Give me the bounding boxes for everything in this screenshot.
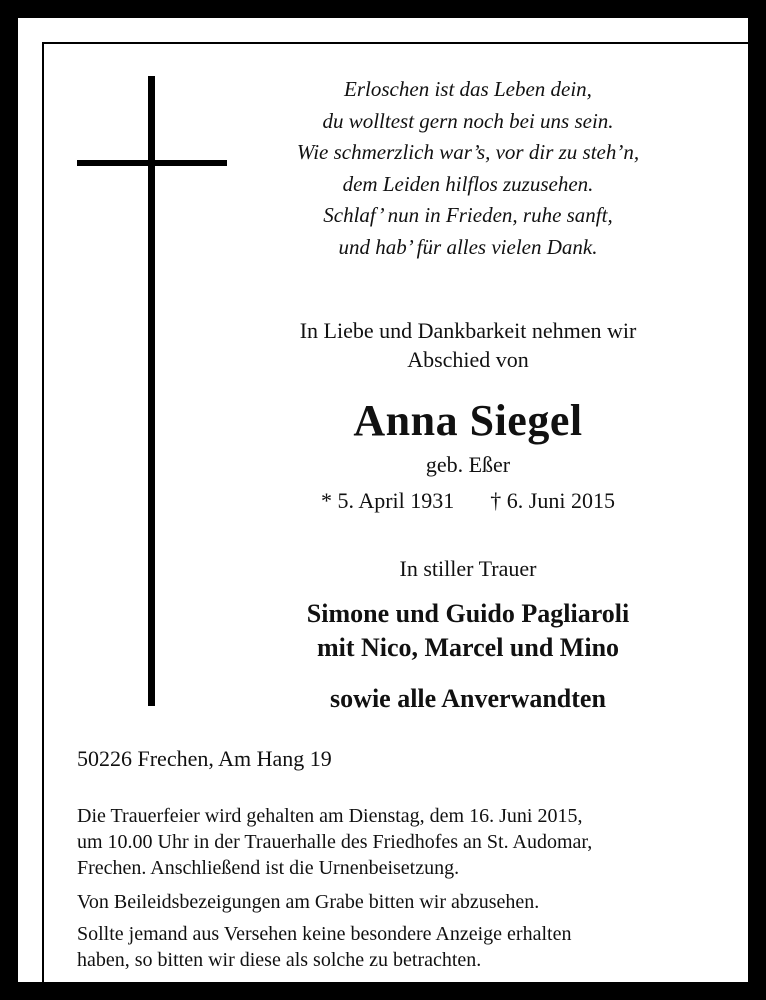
address: 50226 Frechen, Am Hang 19 <box>77 746 332 771</box>
mourner-line: mit Nico, Marcel und Mino <box>316 633 620 662</box>
poem-line: und hab’ für alles vielen Dank. <box>338 234 598 259</box>
notice-line: Sollte jemand aus Versehen keine besondere Anzeige erhalten <box>77 923 572 945</box>
life-dates <box>238 487 698 515</box>
notice-line: haben, so bitten wir diese als solche zu betrachten. <box>77 949 482 971</box>
memorial-poem <box>238 74 698 263</box>
notice-line: Die Trauerfeier wird gehalten am Dienstag, dem 16. Juni 2015, <box>77 805 583 827</box>
poem-line: dem Leiden hilflos zuzusehen. <box>342 171 594 196</box>
condolences-notice: Von Beileidsbezeigungen am Grabe bitten wir abzusehen. <box>77 891 540 913</box>
mourner-line: Simone und Guido Pagliaroli <box>306 599 630 628</box>
poem-line: Erloschen ist das Leben dein, <box>344 77 592 101</box>
mourning-label: In stiller Trauer <box>399 556 537 581</box>
mourners <box>238 597 698 665</box>
cross-icon-bar <box>77 160 227 166</box>
intro-line: Abschied von <box>407 347 529 372</box>
relatives-line: sowie alle Anverwandten <box>330 684 606 713</box>
notice-line: Frechen. Anschließend ist die Urnenbeisetzung. <box>77 857 460 879</box>
death-date: † 6. Juni 2015 <box>490 488 615 513</box>
poem-line: Schlaf’ nun in Frieden, ruhe sanft, <box>323 203 613 227</box>
birth-name: geb. Eßer <box>425 452 511 477</box>
deceased-name: Anna Siegel <box>353 396 583 445</box>
funeral-notice <box>77 803 731 881</box>
birth-date: * 5. April 1931 <box>321 488 455 513</box>
missed-notice <box>77 921 731 973</box>
notice-line: um 10.00 Uhr in der Trauerhalle des Friedhofes an St. Audomar, <box>77 831 593 853</box>
poem-line: Wie schmerzlich war’s, vor dir zu steh’n, <box>296 140 640 164</box>
cross-icon <box>148 76 155 706</box>
intro-line: In Liebe und Dankbarkeit nehmen wir <box>299 318 637 343</box>
farewell-intro <box>238 316 698 374</box>
poem-line: du wolltest gern noch bei uns sein. <box>322 108 614 133</box>
